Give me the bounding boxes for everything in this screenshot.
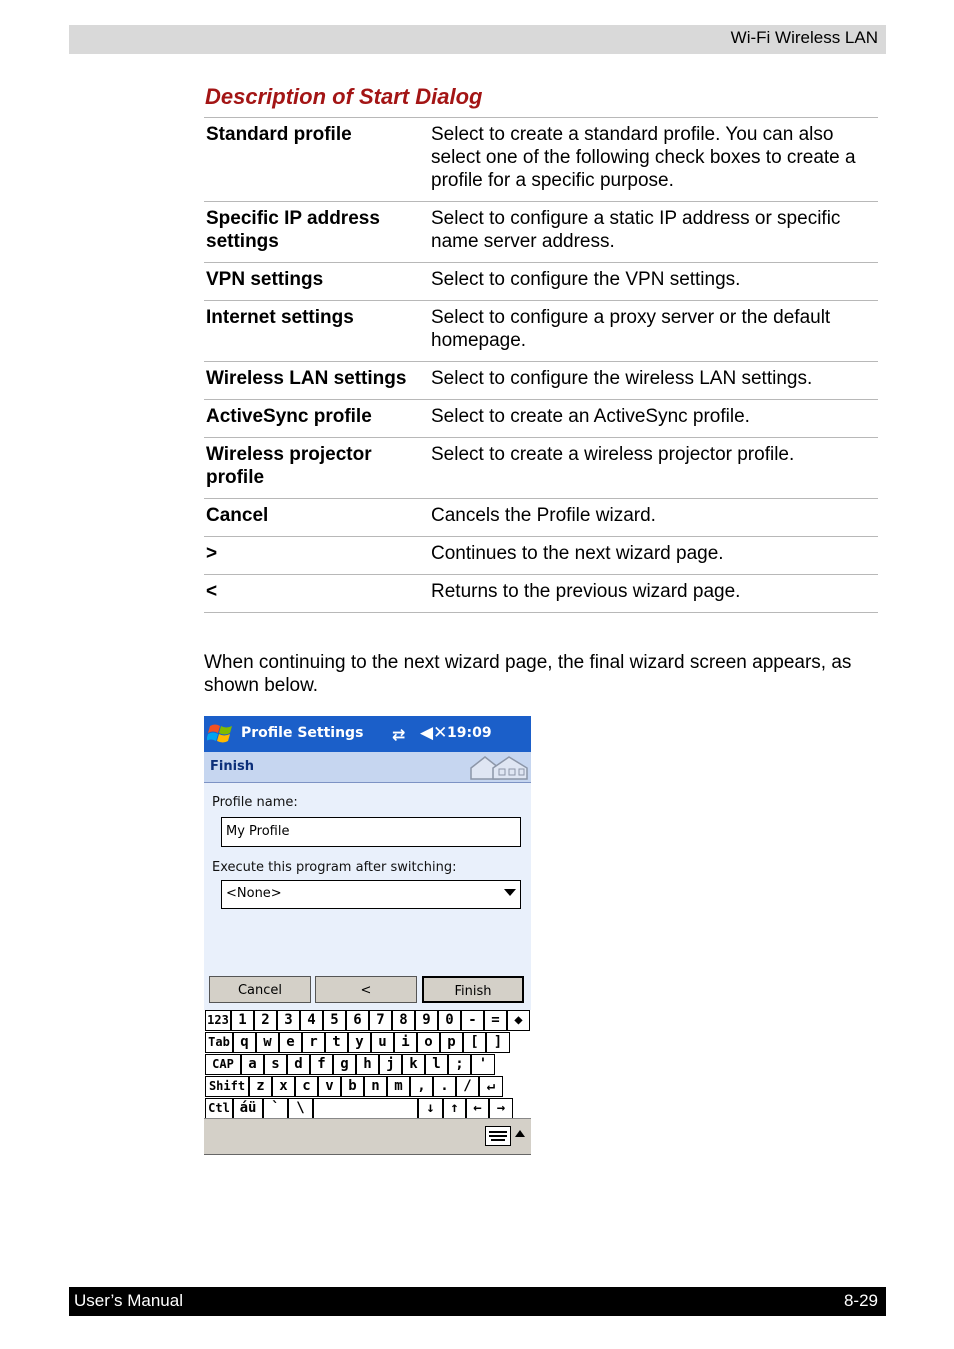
table-row xyxy=(204,537,878,575)
back-button[interactable]: < xyxy=(315,976,417,1003)
key[interactable]: 123 xyxy=(205,1010,231,1031)
table-row xyxy=(204,499,878,537)
definition-cell: Returns to the previous wizard page. xyxy=(427,575,878,613)
keyboard-icon[interactable] xyxy=(485,1126,511,1146)
key[interactable]: ` xyxy=(263,1098,288,1119)
key[interactable]: áü xyxy=(233,1098,263,1119)
finish-button[interactable]: Finish xyxy=(422,976,524,1003)
execute-program-select[interactable] xyxy=(221,880,521,909)
key[interactable]: ↑ xyxy=(443,1098,466,1119)
key[interactable]: . xyxy=(433,1076,456,1097)
key[interactable]: u xyxy=(371,1032,394,1053)
term-cell: Wireless LAN settings xyxy=(204,362,427,400)
key[interactable]: g xyxy=(333,1054,356,1075)
profile-name-label: Profile name: xyxy=(212,795,298,810)
key[interactable]: 6 xyxy=(346,1010,369,1031)
cancel-button[interactable]: Cancel xyxy=(209,976,311,1003)
execute-program-value: <None> xyxy=(226,886,282,901)
key[interactable]: v xyxy=(318,1076,341,1097)
table-row xyxy=(204,118,878,202)
key[interactable]: e xyxy=(279,1032,302,1053)
speaker-icon[interactable]: ◀✕ xyxy=(420,723,448,743)
clock[interactable]: 19:09 xyxy=(447,725,492,741)
key[interactable]: ↵ xyxy=(479,1076,503,1097)
keyboard-row xyxy=(204,1010,531,1032)
table-row xyxy=(204,400,878,438)
key[interactable]: 9 xyxy=(415,1010,438,1031)
key[interactable]: 1 xyxy=(231,1010,254,1031)
key[interactable]: 2 xyxy=(254,1010,277,1031)
footer-manual-label: User’s Manual xyxy=(74,1291,183,1310)
definition-cell: Cancels the Profile wizard. xyxy=(427,499,878,537)
key[interactable]: Tab xyxy=(205,1032,233,1053)
key[interactable]: Ctl xyxy=(205,1098,233,1119)
keyboard-row xyxy=(204,1098,531,1120)
term-cell: Cancel xyxy=(204,499,427,537)
term-cell: > xyxy=(204,537,427,575)
key[interactable]: 8 xyxy=(392,1010,415,1031)
input-menu-arrow-icon[interactable] xyxy=(515,1130,525,1137)
key[interactable]: j xyxy=(379,1054,402,1075)
keyboard-row xyxy=(204,1076,531,1098)
key[interactable]: d xyxy=(287,1054,310,1075)
key[interactable]: , xyxy=(410,1076,433,1097)
header-bar xyxy=(69,25,886,54)
key[interactable]: p xyxy=(440,1032,463,1053)
key[interactable]: → xyxy=(489,1098,513,1119)
definition-cell: Select to create a standard profile. You can also select one of the following check boxes to create a profile for a specific purpose. xyxy=(427,118,878,202)
table-row xyxy=(204,301,878,362)
key[interactable]: z xyxy=(249,1076,272,1097)
key[interactable]: 0 xyxy=(438,1010,461,1031)
dropdown-arrow-icon[interactable] xyxy=(504,889,516,896)
key[interactable]: i xyxy=(394,1032,417,1053)
page-header xyxy=(204,752,531,783)
key[interactable]: h xyxy=(356,1054,379,1075)
key[interactable]: CAP xyxy=(205,1054,241,1075)
key[interactable]: x xyxy=(272,1076,295,1097)
intro-paragraph: When continuing to the next wizard page, the final wizard screen appears, as shown below. xyxy=(204,652,852,696)
execute-program-label: Execute this program after switching: xyxy=(212,860,457,875)
table-row xyxy=(204,362,878,400)
key[interactable]: ; xyxy=(448,1054,471,1075)
table-row xyxy=(204,202,878,263)
key[interactable]: o xyxy=(417,1032,440,1053)
definition-cell: Select to configure the VPN settings. xyxy=(427,263,878,301)
key[interactable]: \ xyxy=(288,1098,313,1119)
key[interactable]: l xyxy=(425,1054,448,1075)
key[interactable]: b xyxy=(341,1076,364,1097)
definition-cell: Select to configure a proxy server or the default homepage. xyxy=(427,301,878,362)
key[interactable]: t xyxy=(325,1032,348,1053)
connectivity-icon[interactable]: ⇄ xyxy=(392,725,406,744)
key[interactable]: r xyxy=(302,1032,325,1053)
key[interactable]: w xyxy=(256,1032,279,1053)
term-cell: < xyxy=(204,575,427,613)
table-row xyxy=(204,438,878,499)
key[interactable]: y xyxy=(348,1032,371,1053)
keyboard-row xyxy=(204,1054,531,1076)
key[interactable]: ↓ xyxy=(418,1098,443,1119)
term-cell: Standard profile xyxy=(204,118,427,202)
key[interactable]: 3 xyxy=(277,1010,300,1031)
footer-bar xyxy=(69,1287,886,1316)
key[interactable]: ← xyxy=(466,1098,489,1119)
definition-cell: Continues to the next wizard page. xyxy=(427,537,878,575)
definition-cell: Select to configure a static IP address or specific name server address. xyxy=(427,202,878,263)
term-cell: ActiveSync profile xyxy=(204,400,427,438)
key[interactable]: a xyxy=(241,1054,264,1075)
app-title: Profile Settings xyxy=(241,725,364,741)
key[interactable]: Shift xyxy=(205,1076,249,1097)
header-title: Wi-Fi Wireless LAN xyxy=(730,28,878,47)
title-bar xyxy=(204,716,531,752)
key[interactable]: / xyxy=(456,1076,479,1097)
key[interactable]: ' xyxy=(471,1054,495,1075)
definition-cell: Select to create an ActiveSync profile. xyxy=(427,400,878,438)
key[interactable]: m xyxy=(387,1076,410,1097)
key[interactable]: k xyxy=(402,1054,425,1075)
page-number: 8-29 xyxy=(843,1291,878,1310)
profile-name-field[interactable] xyxy=(221,817,521,847)
connections-houses-icon xyxy=(469,754,529,780)
key[interactable] xyxy=(313,1098,418,1119)
device-screenshot xyxy=(204,716,531,1155)
key[interactable]: s xyxy=(264,1054,287,1075)
key[interactable]: 4 xyxy=(300,1010,323,1031)
page-label: Finish xyxy=(210,759,255,774)
key[interactable]: c xyxy=(295,1076,318,1097)
key[interactable]: q xyxy=(233,1032,256,1053)
key[interactable]: ◆ xyxy=(507,1010,530,1031)
profile-name-input[interactable] xyxy=(222,818,520,844)
soft-keyboard xyxy=(204,1010,531,1118)
key[interactable]: [ xyxy=(463,1032,486,1053)
keyboard-row xyxy=(204,1032,531,1054)
term-cell: Wireless projector profile xyxy=(204,438,427,499)
definition-cell: Select to create a wireless projector profile. xyxy=(427,438,878,499)
key[interactable]: 5 xyxy=(323,1010,346,1031)
key[interactable]: ] xyxy=(486,1032,510,1053)
term-cell: Specific IP address settings xyxy=(204,202,427,263)
table-row xyxy=(204,575,878,613)
key[interactable]: f xyxy=(310,1054,333,1075)
menu-bar xyxy=(204,1118,531,1154)
section-title: Description of Start Dialog xyxy=(205,84,483,109)
table-row xyxy=(204,263,878,301)
windows-start-icon[interactable] xyxy=(207,722,235,746)
term-cell: VPN settings xyxy=(204,263,427,301)
key[interactable]: - xyxy=(461,1010,484,1031)
definition-cell: Select to configure the wireless LAN settings. xyxy=(427,362,878,400)
term-cell: Internet settings xyxy=(204,301,427,362)
key[interactable]: n xyxy=(364,1076,387,1097)
wizard-buttons xyxy=(204,976,531,1010)
description-table xyxy=(204,117,878,613)
key[interactable]: = xyxy=(484,1010,507,1031)
key[interactable]: 7 xyxy=(369,1010,392,1031)
